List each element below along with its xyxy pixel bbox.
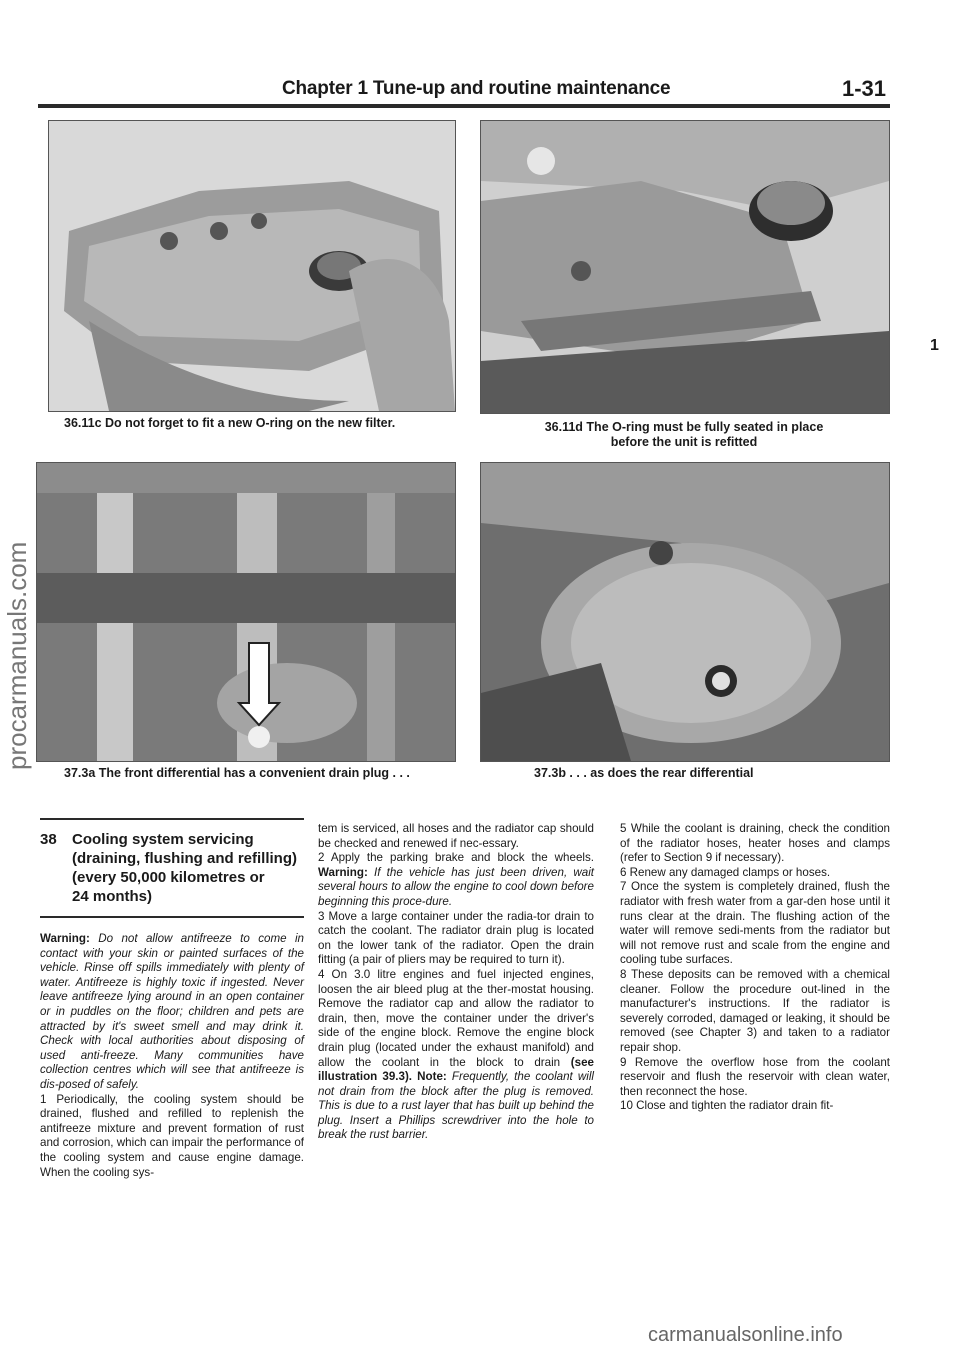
chapter-title: Chapter 1 Tune-up and routine maintenance — [282, 78, 671, 99]
paragraph-4-illustration-ref: (see illustration 39.3). — [318, 1055, 594, 1084]
paragraph-2 — [318, 851, 594, 909]
section-heading — [40, 830, 304, 906]
figure-caption-36-11d-line1: 36.11d The O-ring must be fully seated in place — [544, 420, 824, 434]
paragraph-2-warning: If the vehicle has just been driven, wait several hours to allow the engine to cool down before beginning this proce-dure. — [318, 865, 594, 908]
photo-front-differential — [36, 462, 456, 762]
section-number: 38 — [40, 831, 57, 848]
figure-caption-37-3a: 37.3a The front differential has a convenient drain plug . . . — [64, 766, 410, 780]
section-title-line-4: 24 months) — [72, 888, 153, 905]
watermark-carmanualsonline: carmanualsonline.info — [648, 1324, 843, 1346]
section-rule-bottom — [40, 916, 304, 918]
paragraph-4-text: 4 On 3.0 litre engines and fuel injected engines, loosen the air bleed plug at the ther-mostat housing. Remove the radiator cap and allow the radiator to drain, then, move the container under the driver's side of the engine block. Remove the engine block drain plug (located under the exhaust manifold) and allow the coolant in the block to drain — [318, 967, 594, 1069]
photo-o-ring-seated — [480, 120, 890, 414]
paragraph-4 — [318, 968, 594, 1143]
section-title-line-2: (draining, flushing and refilling) — [72, 850, 297, 867]
chapter-thumb-tab: 1 — [930, 337, 939, 354]
warning-text: Do not allow antifreeze to come in contact with your skin or painted surfaces of the vehicle. Rinse off spills immediately with plenty of water. Antifreeze is highly toxic if ingested. Never leave antifreeze lying around in an open container or in puddles on the floor; children and pets are attracted by it's sweet smell and may drink it. Check with local authorities about disposing of used anti-freeze. Many communities have collection centres which will see that antifreeze is dis-posed of safely. — [40, 932, 304, 1091]
text-column-1 — [40, 818, 304, 1180]
photo-filter-o-ring — [48, 120, 456, 412]
paragraph-4-note-label: Note: — [417, 1070, 447, 1084]
page-number: 1-31 — [842, 76, 887, 101]
paragraph-10: 10 Close and tighten the radiator drain fit- — [620, 1099, 834, 1113]
figure-caption-36-11d — [480, 420, 888, 450]
photo-rear-differential — [480, 462, 890, 762]
section-title-line-1: Cooling system servicing — [72, 831, 254, 848]
paragraph-5: 5 While the coolant is draining, check the condition of the radiator hoses, heater hoses and clamps (refer to Section 9 if necessary). — [620, 822, 890, 865]
paragraph-9: 9 Remove the overflow hose from the coolant reservoir and flush the reservoir with clean water, then reconnect the hose. — [620, 1055, 890, 1098]
paragraph-3: 3 Move a large container under the radia-tor drain to catch the coolant. The radiator drain plug is located on the lower tank of the radiator. Open the drain fitting (a pair of pliers may be required to turn it). — [318, 909, 594, 967]
section-rule-top — [40, 818, 304, 820]
paragraph-7: 7 Once the system is completely drained, flush the radiator with fresh water from a gar-den hose until it runs clear at the drain. The flushing action of the water will remove sedi-ments from the radiator but will not remove rust and scale from the engine and cooling tube surfaces. — [620, 880, 890, 967]
paragraph-1-continued: tem is serviced, all hoses and the radiator cap should be checked and renewed if nec-essary. — [318, 822, 594, 850]
paragraph-2-text: 2 Apply the parking brake and block the wheels. — [318, 851, 594, 865]
paragraph-8: 8 These deposits can be removed with a chemical cleaner. Follow the procedure out-lined in the manufacturer's instructions. If the radiator is severely corroded, damaged or leaking, it should be removed (see Chapter 3) and taken to a radiator repair shop. — [620, 967, 890, 1054]
figure-caption-37-3b: 37.3b . . . as does the rear differential — [534, 766, 754, 780]
header-rule — [38, 104, 890, 108]
paragraph-2-warning-label: Warning: — [318, 865, 368, 879]
text-column-2 — [318, 822, 594, 1143]
paragraph-1: 1 Periodically, the cooling system should be drained, flushed and refilled to replenish the antifreeze mixture and prevent formation of rust and corrosion, which can impair the performance of the cooling system and cause engine damage. When the cooling sys- — [40, 1092, 304, 1179]
figure-caption-36-11d-line2: before the unit is refitted — [610, 435, 758, 449]
paragraph-4-note: Frequently, the coolant will not drain from the block after the plug is removed. This is due to a rust layer that has built up behind the plug. Insert a Phillips screwdriver into the hole to break the rust barrier. — [318, 1070, 594, 1142]
figure-caption-36-11c: 36.11c Do not forget to fit a new O-ring on the new filter. — [64, 416, 396, 430]
watermark-procarmanuals: procarmanuals.com — [2, 541, 32, 770]
warning-paragraph — [40, 932, 304, 1093]
warning-label: Warning: — [40, 932, 90, 945]
paragraph-6: 6 Renew any damaged clamps or hoses. — [620, 865, 831, 879]
text-column-3 — [620, 822, 890, 1114]
section-title-line-3: (every 50,000 kilometres or — [72, 869, 265, 886]
